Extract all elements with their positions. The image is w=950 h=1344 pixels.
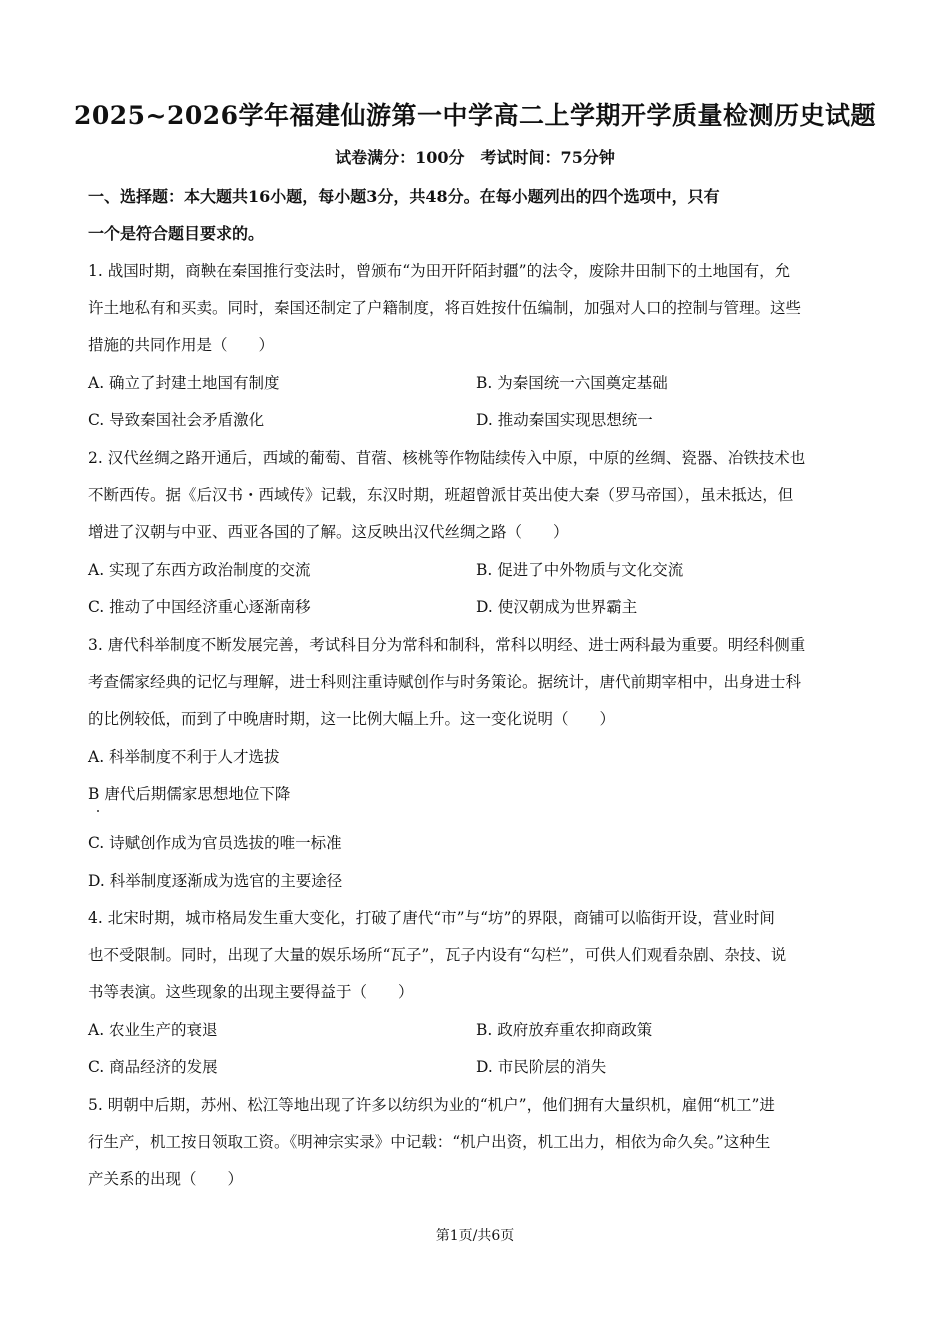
q4-stem-line-1: 4. 北宋时期，城市格局发生重大变化，打破了唐代“市”与“坊”的界限，商铺可以临街开设，营业时间 <box>88 909 775 927</box>
q2-stem-line-3: 增进了汉朝与中亚、西亚各国的了解。这反映出汉代丝绸之路（ ） <box>88 523 569 541</box>
stray-dot-mark <box>97 810 99 812</box>
exam-title: 2025~2026学年福建仙游第一中学高二上学期开学质量检测历史试题 <box>73 101 877 130</box>
page-number: 第1页/共6页 <box>435 1228 515 1244</box>
q4-stem-line-2: 也不受限制。同时，出现了大量的娱乐场所“瓦子”，瓦子内设有“勾栏”，可供人们观看杂剧、杂技、说 <box>88 946 787 964</box>
q4-option-b: B. 政府放弃重农抑商政策 <box>476 1021 653 1039</box>
q3-option-d: D. 科举制度逐渐成为选官的主要途径 <box>88 872 343 890</box>
q3-option-a: A. 科举制度不利于人才选拔 <box>88 748 280 766</box>
q1-option-c: C. 导致秦国社会矛盾激化 <box>88 411 265 429</box>
q4-option-a: A. 农业生产的衰退 <box>88 1021 218 1039</box>
q3-stem-line-3: 的比例较低，而到了中晚唐时期，这一比例大幅上升。这一变化说明（ ） <box>88 710 616 728</box>
exam-subtitle: 试卷满分：100分 考试时间：75分钟 <box>335 148 615 167</box>
q4-option-c: C. 商品经济的发展 <box>88 1058 218 1076</box>
section-heading-line-1: 一、选择题：本大题共16小题，每小题3分，共48分。在每小题列出的四个选项中，只有 <box>88 187 720 206</box>
q2-option-b: B. 促进了中外物质与文化交流 <box>476 561 684 579</box>
q5-stem-line-1: 5. 明朝中后期，苏州、松江等地出现了许多以纺织为业的“机户”，他们拥有大量织机，雇佣“机工”进 <box>88 1096 775 1114</box>
section-heading-line-2: 一个是符合题目要求的。 <box>88 224 265 243</box>
q5-stem-line-2: 行生产，机工按日领取工资。《明神宗实录》中记载：“机户出资，机工出力，相依为命久矣。”这种生 <box>88 1133 771 1151</box>
q1-option-a: A. 确立了封建土地国有制度 <box>88 374 280 392</box>
q2-stem-line-2: 不断西传。据《后汉书・西域传》记载，东汉时期，班超曾派甘英出使大秦（罗马帝国），虽未抵达，但 <box>88 486 794 504</box>
q2-stem-line-1: 2. 汉代丝绸之路开通后，西域的葡萄、苜蓿、核桃等作物陆续传入中原，中原的丝绸、瓷器、冶铁技术也 <box>88 449 806 467</box>
q3-stem-line-2: 考查儒家经典的记忆与理解，进士科则注重诗赋创作与时务策论。据统计，唐代前期宰相中，出身进士科 <box>88 673 802 691</box>
q1-stem-line-3: 措施的共同作用是（ ） <box>88 336 275 354</box>
q4-option-d: D. 市民阶层的消失 <box>476 1058 607 1076</box>
q1-stem-line-2: 许土地私有和买卖。同时，秦国还制定了户籍制度，将百姓按什伍编制，加强对人口的控制与管理。这些 <box>88 299 802 317</box>
q2-option-d: D. 使汉朝成为世界霸主 <box>476 598 638 616</box>
q1-stem-line-1: 1. 战国时期，商鞅在秦国推行变法时，曾颁布“为田开阡陌封疆”的法令，废除井田制下的土地国有，允 <box>88 262 791 280</box>
q3-stem-line-1: 3. 唐代科举制度不断发展完善，考试科目分为常科和制科，常科以明经、进士两科最为重要。明经科侧重 <box>88 636 806 654</box>
q3-option-b: B 唐代后期儒家思想地位下降 <box>88 785 291 803</box>
q1-option-d: D. 推动秦国实现思想统一 <box>476 411 653 429</box>
q3-option-c: C. 诗赋创作成为官员选拔的唯一标准 <box>88 834 342 852</box>
q4-stem-line-3: 书等表演。这些现象的出现主要得益于（ ） <box>88 983 414 1001</box>
q2-option-a: A. 实现了东西方政治制度的交流 <box>88 561 311 579</box>
q5-stem-line-3: 产关系的出现（ ） <box>88 1170 244 1188</box>
q1-option-b: B. 为秦国统一六国奠定基础 <box>476 374 668 392</box>
q2-option-c: C. 推动了中国经济重心逐渐南移 <box>88 598 311 616</box>
